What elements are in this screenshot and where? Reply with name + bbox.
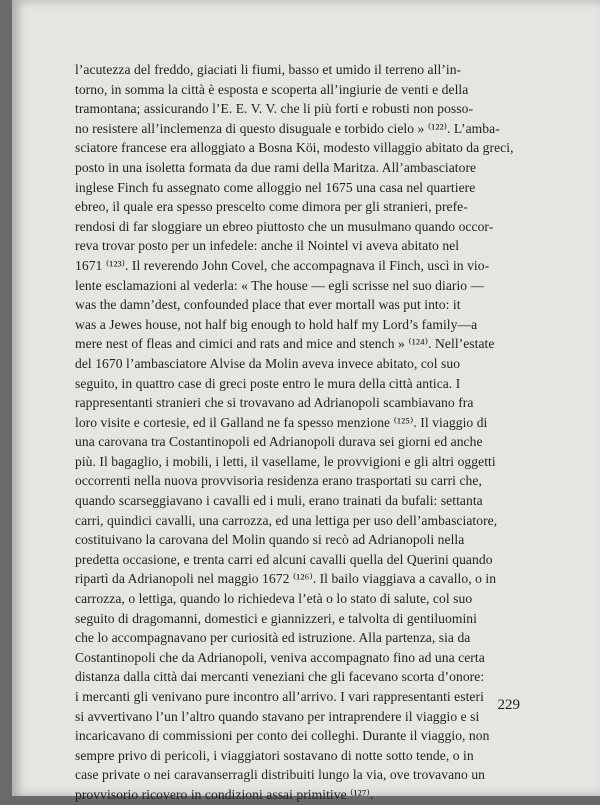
- text-line: no resistere all’inclemenza di questo disuguale e torbido cielo » ⁽¹²²⁾. L’amba-: [75, 120, 500, 136]
- page-number: 229: [497, 697, 520, 713]
- text-line: si avvertivano l’un l’altro quando stavano per intraprendere il viaggio e si: [75, 708, 480, 724]
- text-line: rendosi di far sloggiare un ebreo piuttosto che un musulmano quando occor-: [75, 218, 494, 234]
- text-line: torno, in somma la città è esposta e scoperta all’ingiurie de venti e della: [75, 81, 469, 97]
- text-line: seguito di dragomanni, domestici e giannizzeri, e talvolta di gentiluomini: [75, 610, 477, 626]
- text-line: tramontana; assicurando l’E. E. V. V. che li più forti e robusti non posso-: [75, 101, 474, 117]
- text-line: lente esclamazioni al vederla: « The house — egli scrisse nel suo diario —: [75, 277, 485, 293]
- text-line: distanza dalla città dai mercanti veneziani che gli facevano scorta d’onore:: [75, 669, 485, 685]
- text-line: 1671 ⁽¹²³⁾. Il reverendo John Covel, che accompagnava il Finch, uscì in vio-: [75, 257, 490, 273]
- book-page: [12, 0, 600, 802]
- text-line: sempre privo di pericoli, i viaggiatori sostavano di notte sotto tende, o in: [75, 747, 474, 763]
- text-line: provvisorio ricovero in condizioni assai primitive ⁽¹²⁷⁾.: [75, 786, 374, 802]
- text-line: ripartì da Adrianopoli nel maggio 1672 ⁽¹²⁶⁾. Il bailo viaggiava a cavallo, o in: [75, 571, 497, 587]
- body-text: [75, 60, 515, 805]
- text-line: l’acutezza del freddo, giaciati li fiumi, basso et umido il terreno all’in-: [75, 62, 462, 77]
- text-line: più. Il bagaglio, i mobili, i letti, il vasellame, le provvigioni e gli altri oggetti: [75, 453, 496, 469]
- text-line: una carovana tra Costantinopoli ed Adrianopoli durava sei giorni ed anche: [75, 434, 483, 450]
- text-line: rappresentanti stranieri che si trovavano ad Adrianopoli scambiavano fra: [75, 395, 474, 411]
- text-line: ebreo, il quale era spesso prescelto come dimora per gli stranieri, prefe-: [75, 199, 468, 215]
- text-line: carrozza, o lettiga, quando lo richiedeva l’età o lo stato di salute, col suo: [75, 591, 473, 607]
- text-line: case private o nei caravanserragli distribuiti lungo la via, ove trovavano un: [75, 767, 486, 783]
- text-line: occorrenti nella nuova provvisoria residenza erano trasportati su carri che,: [75, 473, 482, 489]
- text-line: incaricavano di commissioni per conto dei colleghi. Durante il viaggio, non: [75, 728, 490, 744]
- text-line: costituivano la carovana del Molin quando si recò ad Adrianopoli nella: [75, 532, 465, 548]
- text-line: i mercanti gli venivano pure incontro all’arrivo. I vari rappresentanti esteri: [75, 689, 484, 704]
- text-line: Costantinopoli che da Adrianopoli, veniva accompagnato fino ad una certa: [75, 649, 485, 665]
- text-line: che lo accompagnavano per curiosità ed istruzione. Alla partenza, sia da: [75, 630, 471, 646]
- text-line: carri, quindici cavalli, una carrozza, ed una lettiga per uso dell’ambasciatore,: [75, 512, 498, 528]
- text-line: predetta occasione, e trenta carri ed alcuni cavalli quella del Querini quando: [75, 551, 493, 567]
- text-line: quando scarseggiavano i cavalli ed i muli, erano trainati da bufali: settanta: [75, 493, 483, 509]
- text-line: posto in una isoletta formata da due rami della Maritza. All’ambasciatore: [75, 159, 477, 175]
- text-line: was the damn’dest, confounded place that ever mortall was put into: it: [75, 297, 461, 313]
- text-line: was a Jewes house, not half big enough to hold half my Lord’s family—a: [75, 316, 478, 332]
- text-line: reva trovar posto per un infedele: anche il Nointel vi aveva abitato nel: [75, 238, 460, 254]
- text-line: sciatore francese era alloggiato a Bosna Köi, modesto villaggio abitato da greci,: [75, 140, 514, 156]
- text-line: seguito, in quattro case di greci poste entro le mura della città antica. I: [75, 375, 461, 391]
- text-line: del 1670 l’ambasciatore Alvise da Molin aveva invece abitato, col suo: [75, 355, 461, 371]
- text-line: mere nest of fleas and cimici and rats and mice and stench » ⁽¹²⁴⁾. Nell’estate: [75, 336, 495, 352]
- text-line: inglese Finch fu assegnato come alloggio nel 1675 una casa nel quartiere: [75, 179, 476, 195]
- text-line: loro visite e cortesie, ed il Galland ne fa spesso menzione ⁽¹²⁵⁾. Il viaggio di: [75, 414, 488, 430]
